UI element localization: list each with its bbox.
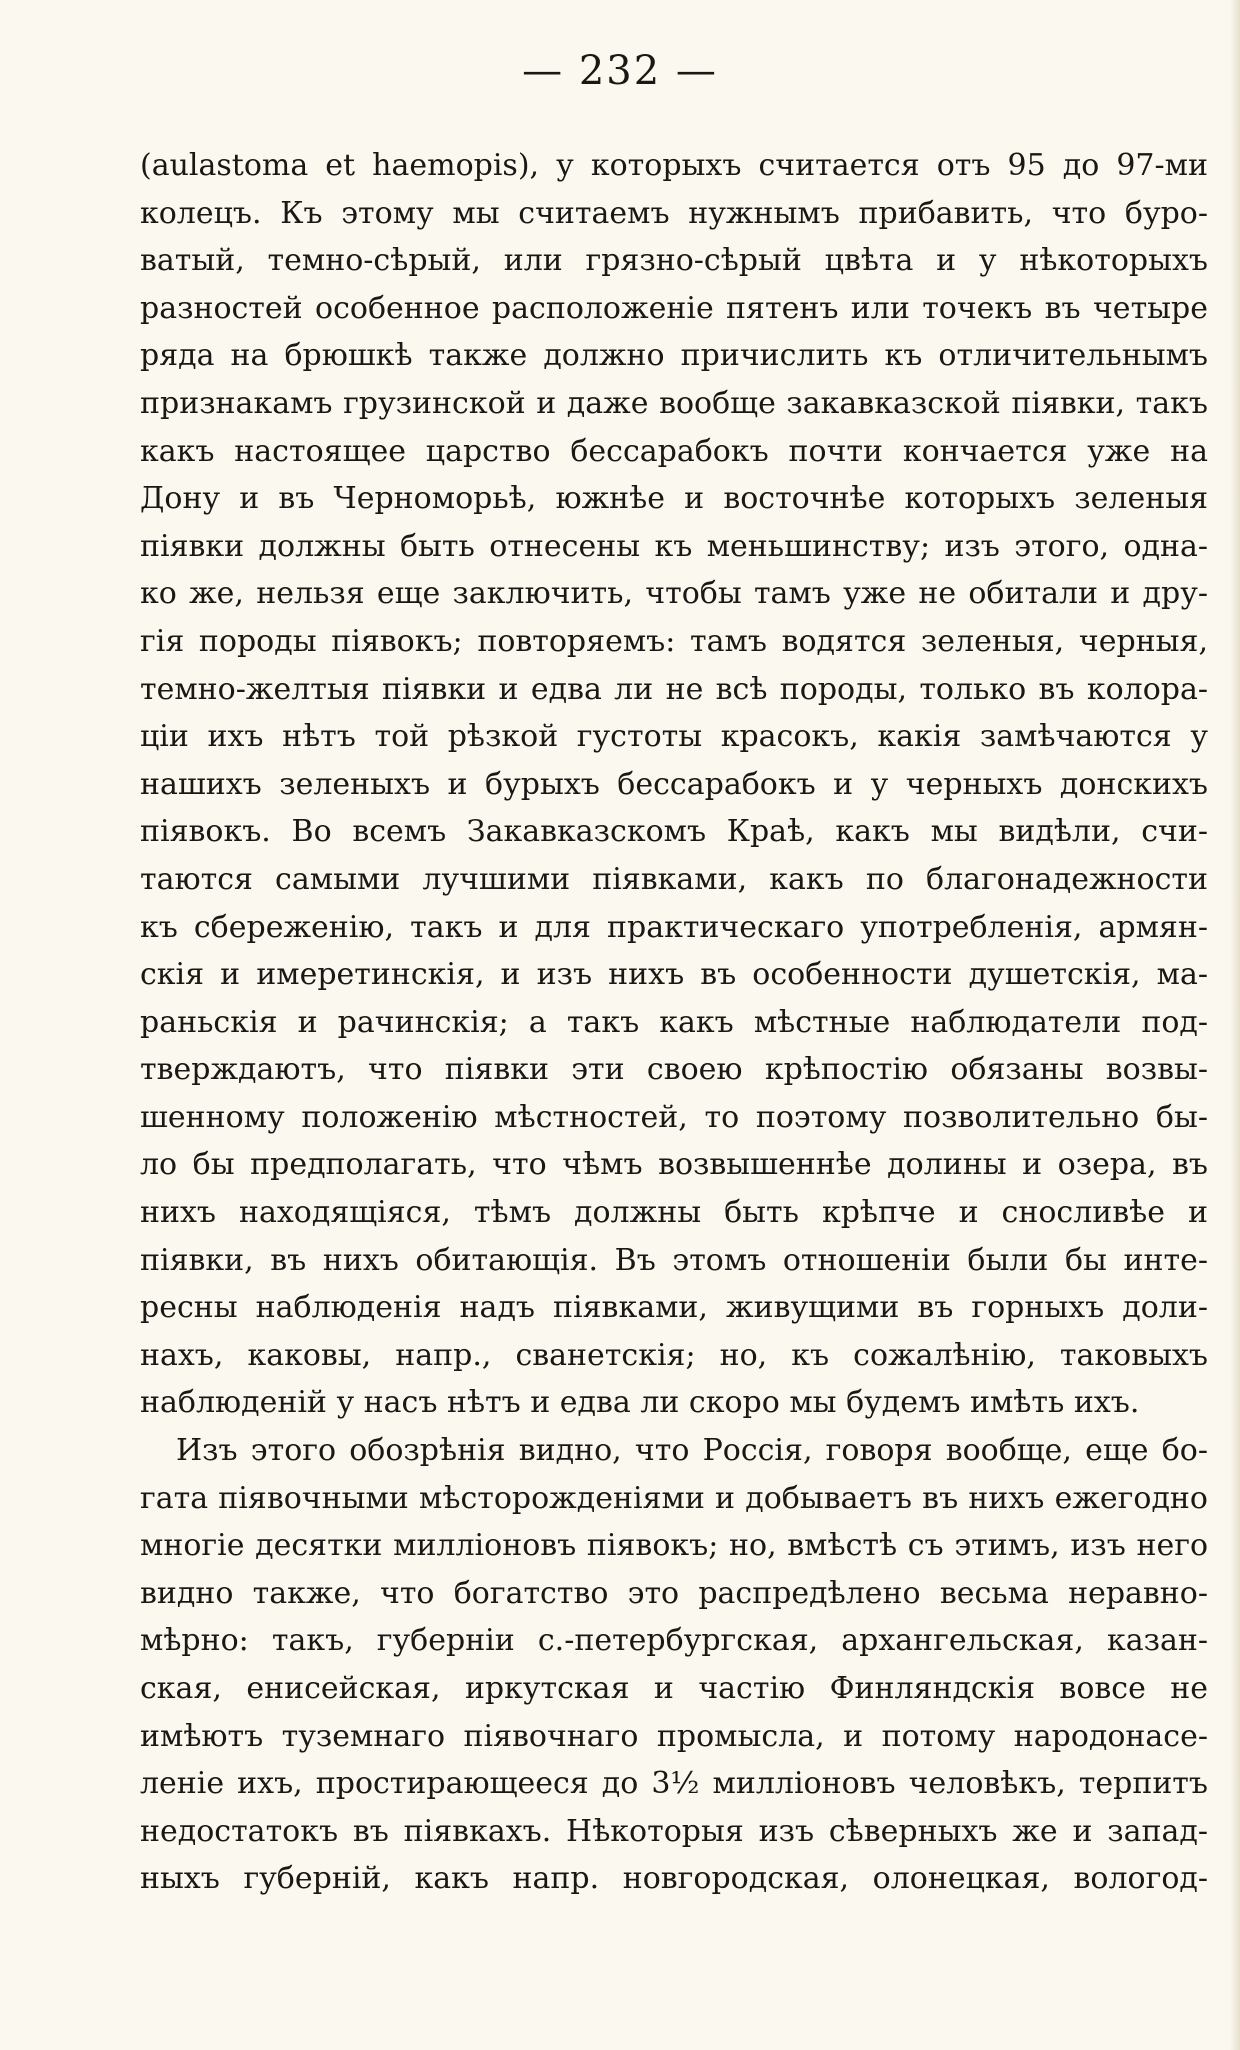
- text-line: колецъ. Къ этому мы считаемъ нужнымъ прибавить, что буро-: [140, 195, 1208, 231]
- text-line: ряда на брюшкѣ также должно причислить къ отличительнымъ: [140, 338, 1208, 374]
- text-line: къ сбереженiю, такъ и для практическаго употребленiя, армян-: [140, 909, 1208, 945]
- text-line: Изъ этого обозрѣнiя видно, что Россiя, говоря вообще, еще бо-: [176, 1433, 1208, 1469]
- body-text: [140, 142, 1208, 1903]
- page-edge: [1230, 0, 1240, 2050]
- text-line: таются самыми лучшими пiявками, какъ по благонадежности: [140, 861, 1208, 897]
- text-line: многiе десятки миллiоновъ пiявокъ; но, вмѣстѣ съ этимъ, изъ него: [140, 1528, 1208, 1564]
- text-line: пiявокъ. Во всемъ Закавказскомъ Краѣ, какъ мы видѣли, счи-: [140, 814, 1208, 850]
- text-line: шенному положенiю мѣстностей, то поэтому позволительно бы-: [140, 1099, 1208, 1135]
- text-line: ленiе ихъ, простирающееся до 3½ миллiоновъ человѣкъ, терпитъ: [140, 1766, 1208, 1802]
- text-line: скiя и имеретинскiя, и изъ нихъ въ особенности душетскiя, ма-: [140, 957, 1208, 993]
- text-line: гiя породы пiявокъ; повторяемъ: тамъ водятся зеленыя, черныя,: [140, 623, 1208, 659]
- text-line: видно также, что богатство это распредѣлено весьма неравно-: [140, 1575, 1208, 1611]
- text-line: тверждаютъ, что пiявки эти своею крѣпостiю обязаны возвы-: [140, 1052, 1208, 1088]
- text-line: недостатокъ въ пiявкахъ. Нѣкоторыя изъ сѣверныхъ же и запад-: [140, 1813, 1208, 1849]
- paragraph: [140, 1427, 1208, 1903]
- text-line: ватый, темно-сѣрый, или грязно-сѣрый цвѣта и у нѣкоторыхъ: [140, 243, 1208, 279]
- text-line: имѣютъ туземнаго пiявочнаго промысла, и потому народонасе-: [140, 1718, 1208, 1754]
- text-line: нихъ находящiяся, тѣмъ должны быть крѣпче и сносливѣе и: [140, 1195, 1208, 1231]
- paragraph: [140, 142, 1208, 1427]
- text-line: (aulastoma et haemopis), у которыхъ считается отъ 95 до 97-ми: [140, 148, 1208, 183]
- text-line: ныхъ губернiй, какъ напр. новгородская, олонецкая, вологод-: [140, 1861, 1208, 1897]
- text-line: Дону и въ Черноморьѣ, южнѣе и восточнѣе которыхъ зеленыя: [140, 481, 1208, 517]
- text-line: нахъ, каковы, напр., сванетскiя; но, къ сожалѣнiю, таковыхъ: [140, 1337, 1208, 1373]
- text-line: наблюденiй у насъ нѣтъ и едва ли скоро мы будемъ имѣть ихъ.: [140, 1385, 1140, 1421]
- text-line: мѣрно: такъ, губернiи с.-петербургская, архангельская, казан-: [140, 1623, 1208, 1659]
- text-line: цiи ихъ нѣтъ той рѣзкой густоты красокъ, какiя замѣчаются у: [140, 719, 1208, 755]
- text-line: раньскiя и рачинскiя; а такъ какъ мѣстные наблюдатели под-: [140, 1004, 1208, 1040]
- text-line: пiявки должны быть отнесены къ меньшинству; изъ этого, одна-: [140, 528, 1208, 564]
- text-line: ресны наблюденiя надъ пiявками, живущими въ горныхъ доли-: [140, 1290, 1208, 1326]
- text-line: разностей особенное расположенiе пятенъ или точекъ въ четыре: [140, 290, 1208, 326]
- text-line: гата пiявочными мѣсторожденiями и добываетъ въ нихъ ежегодно: [140, 1480, 1208, 1516]
- text-line: нашихъ зеленыхъ и бурыхъ бессарабокъ и у черныхъ донскихъ: [140, 766, 1208, 802]
- text-line: признакамъ грузинской и даже вообще закавказской пiявки, такъ: [140, 385, 1208, 421]
- text-line: ко же, нельзя еще заключить, чтобы тамъ уже не обитали и дру-: [140, 576, 1208, 612]
- text-line: пiявки, въ нихъ обитающiя. Въ этомъ отношенiи были бы инте-: [140, 1242, 1208, 1278]
- text-line: ская, енисейская, иркутская и частiю Финляндскiя вовсе не: [140, 1671, 1208, 1706]
- text-line: какъ настоящее царство бессарабокъ почти кончается уже на: [140, 433, 1208, 469]
- page-number: — 232 —: [522, 48, 718, 94]
- text-line: темно-желтыя пiявки и едва ли не всѣ породы, только въ колора-: [140, 671, 1208, 707]
- text-line: ло бы предполагать, что чѣмъ возвышеннѣе долины и озера, въ: [140, 1147, 1208, 1183]
